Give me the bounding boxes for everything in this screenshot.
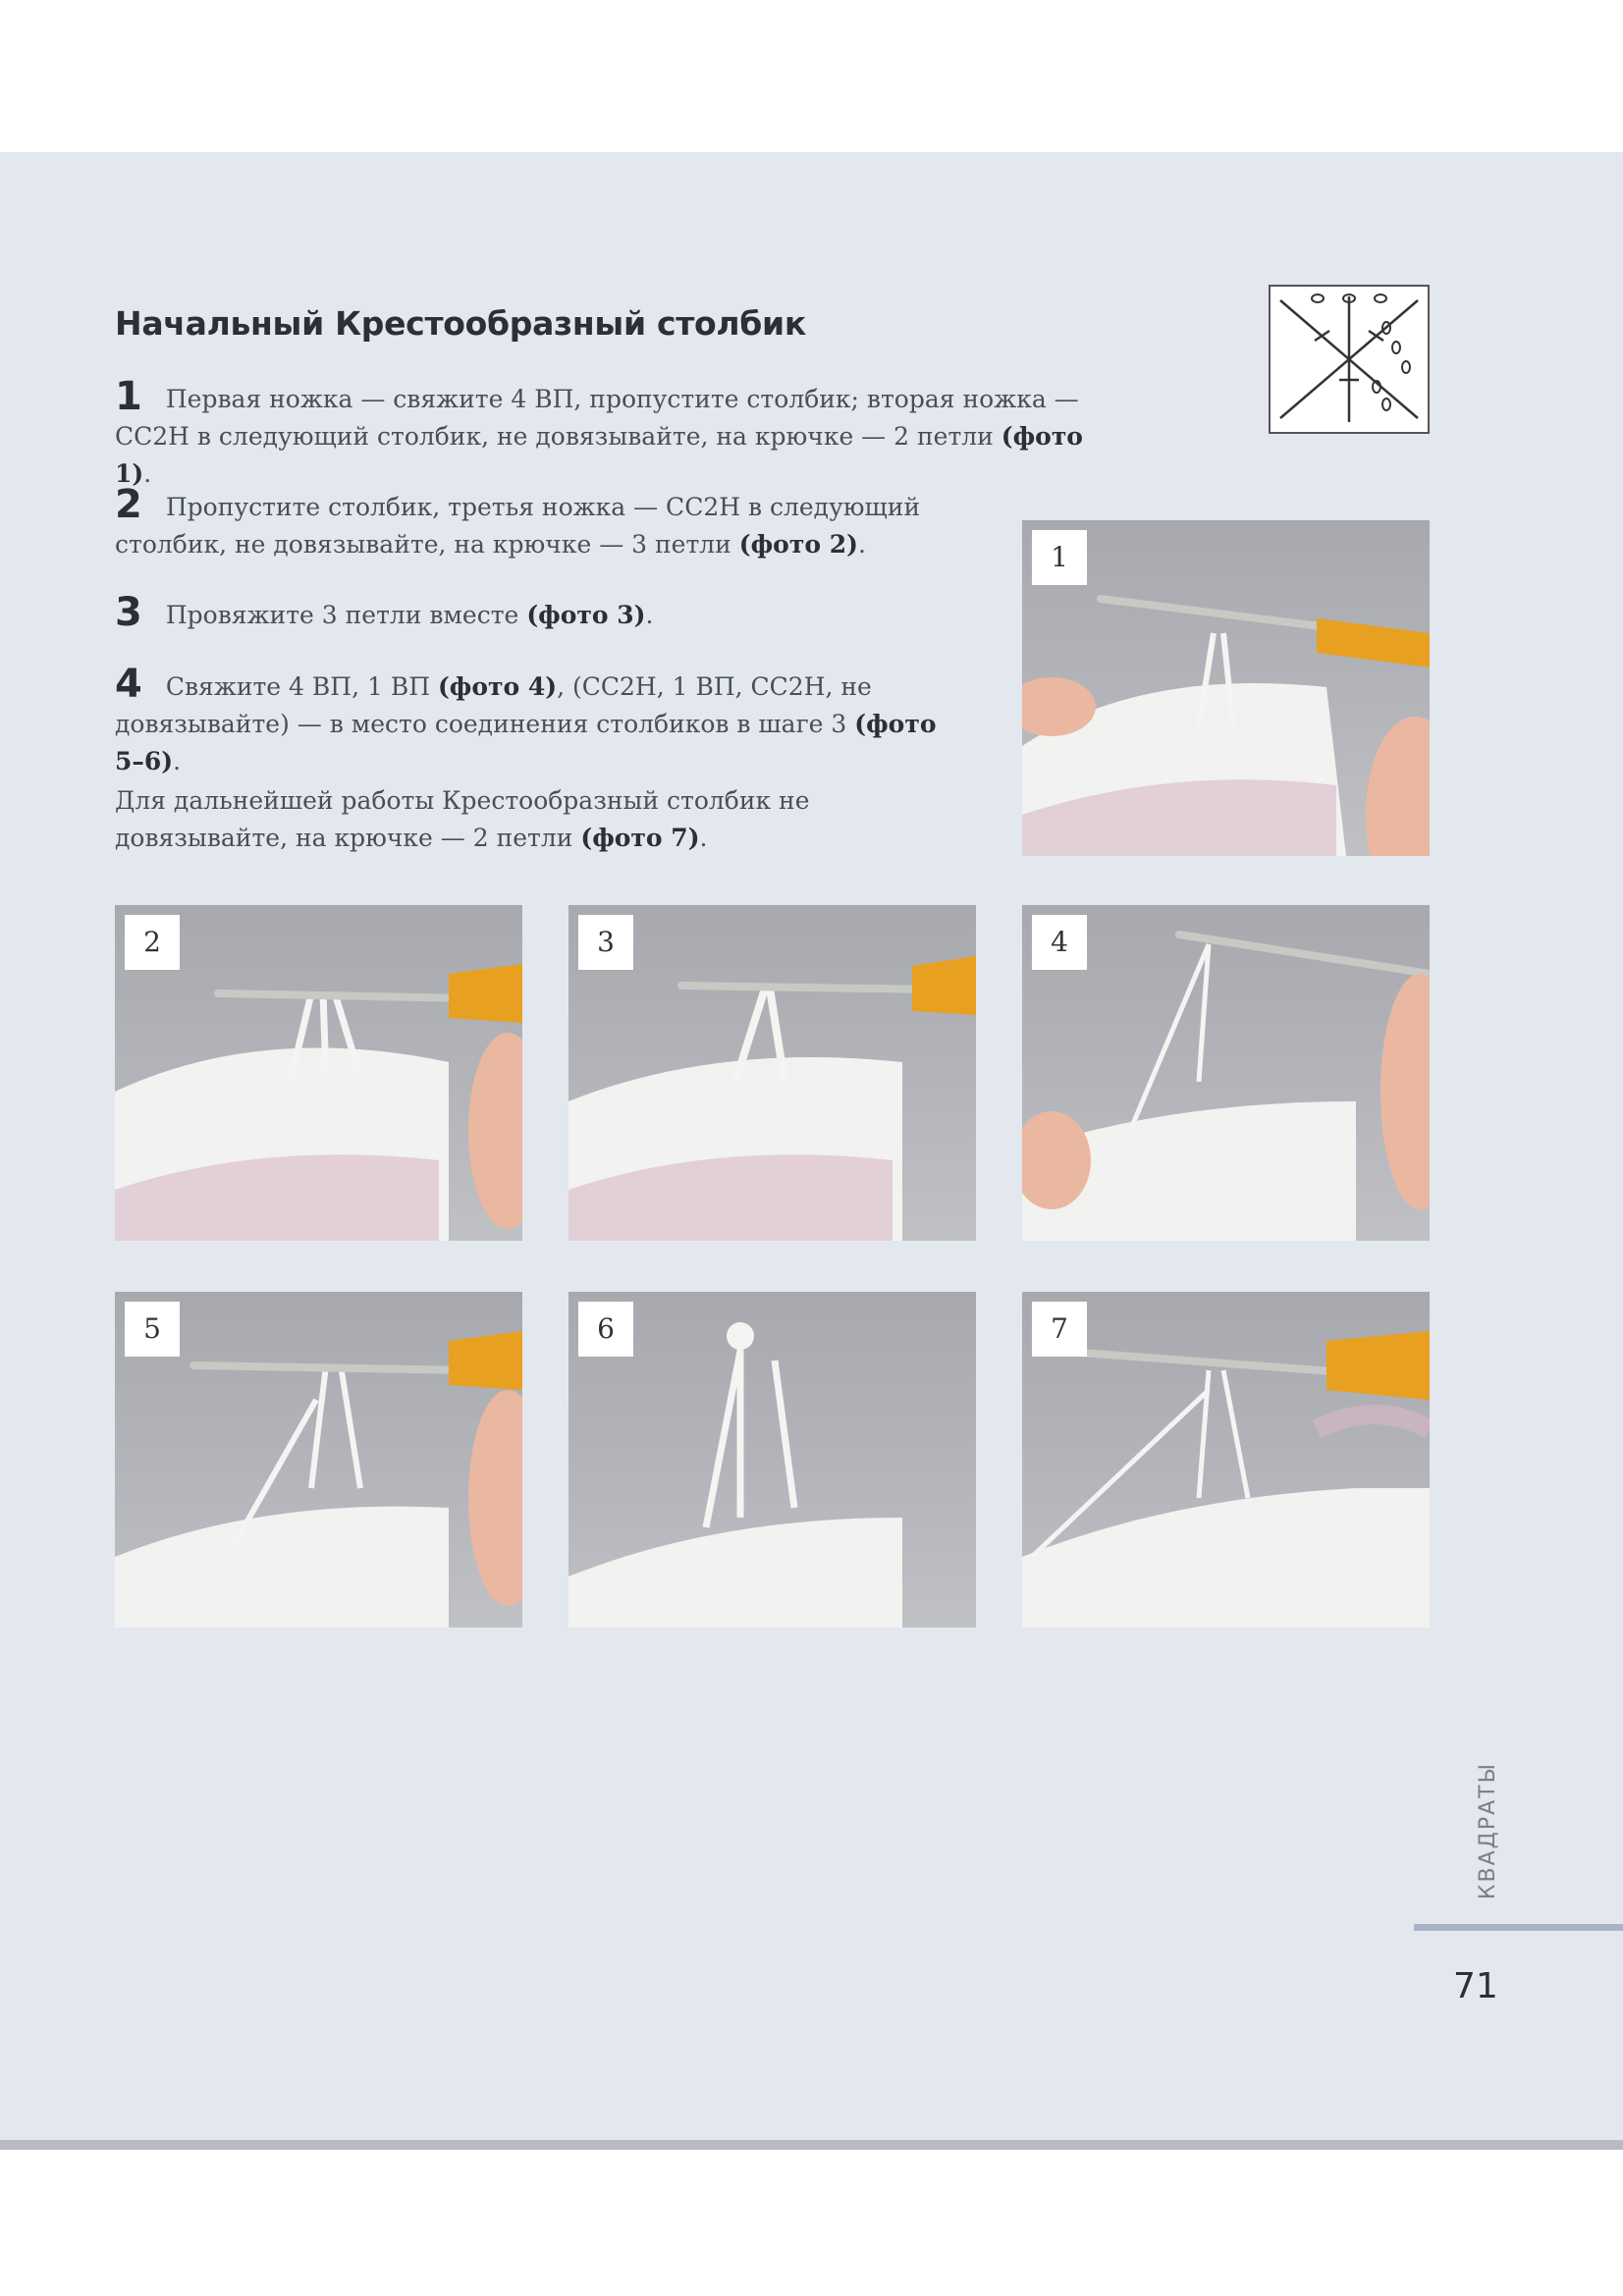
page-bottom-edge [0,2140,1623,2150]
step-text: Свяжите 4 ВП, 1 ВП [165,672,438,701]
photo-label: 6 [578,1302,633,1357]
photo-label: 2 [125,915,180,970]
note-tail: . [699,824,708,852]
photo-label: 1 [1032,530,1087,585]
section-label: КВАДРАТЫ [1476,1762,1500,1900]
step-number: 1 [115,374,142,419]
photo-label: 3 [578,915,633,970]
page-number: 71 [1453,1966,1498,2006]
crochet-symbol-diagram [1269,285,1430,434]
photo-4 [1022,905,1430,1241]
step-tail: . [143,459,152,488]
step-number: 2 [115,482,142,527]
photo-label: 5 [125,1302,180,1357]
step-4 [115,662,959,780]
step-3 [115,590,959,635]
step-number: 4 [115,662,142,707]
photo-ref: (фото 3) [526,601,646,629]
page-title: Начальный Крестообразный столбик [115,304,806,343]
photo-ref: (фото 2) [738,530,858,559]
photo-2 [115,905,522,1241]
photo-label: 7 [1032,1302,1087,1357]
photo-3 [568,905,976,1241]
step-tail: . [645,601,654,629]
step-number: 3 [115,590,142,635]
step-text: Первая ножка — свяжите 4 ВП, пропустите столбик; вторая ножка — СС2Н в следующий столбик, не довязывайте, на крючке — 2 петли [115,385,1079,451]
photo-ref: (фото 4) [437,672,558,701]
step-text: Пропустите столбик, третья ножка — СС2Н в следующий столбик, не довязывайте, на крючке — 3 петли [115,493,921,559]
step-tail: . [857,530,866,559]
photo-ref: (фото 1) [115,422,1083,488]
photo-6 [568,1292,976,1628]
note-text: Для дальнейшей работы Крестообразный столбик не довязывайте, на крючке — 2 петли [115,786,810,852]
step-1 [115,374,1097,493]
photo-label: 4 [1032,915,1087,970]
step-2 [115,482,959,563]
step-tail-2: . [173,747,182,775]
section-rule [1414,1924,1623,1931]
photo-ref: (фото 7) [580,824,700,852]
note-paragraph [115,782,959,857]
photo-7 [1022,1292,1430,1628]
photo-1 [1022,520,1430,856]
step-text: Провяжите 3 петли вместе [165,601,527,629]
photo-ref-2: (фото 5–6) [115,710,937,775]
step-tail: , (СС2Н, 1 ВП, СС2Н, не довязывайте) — в место соединения столбиков в шаге 3 [115,672,872,738]
photo-5 [115,1292,522,1628]
